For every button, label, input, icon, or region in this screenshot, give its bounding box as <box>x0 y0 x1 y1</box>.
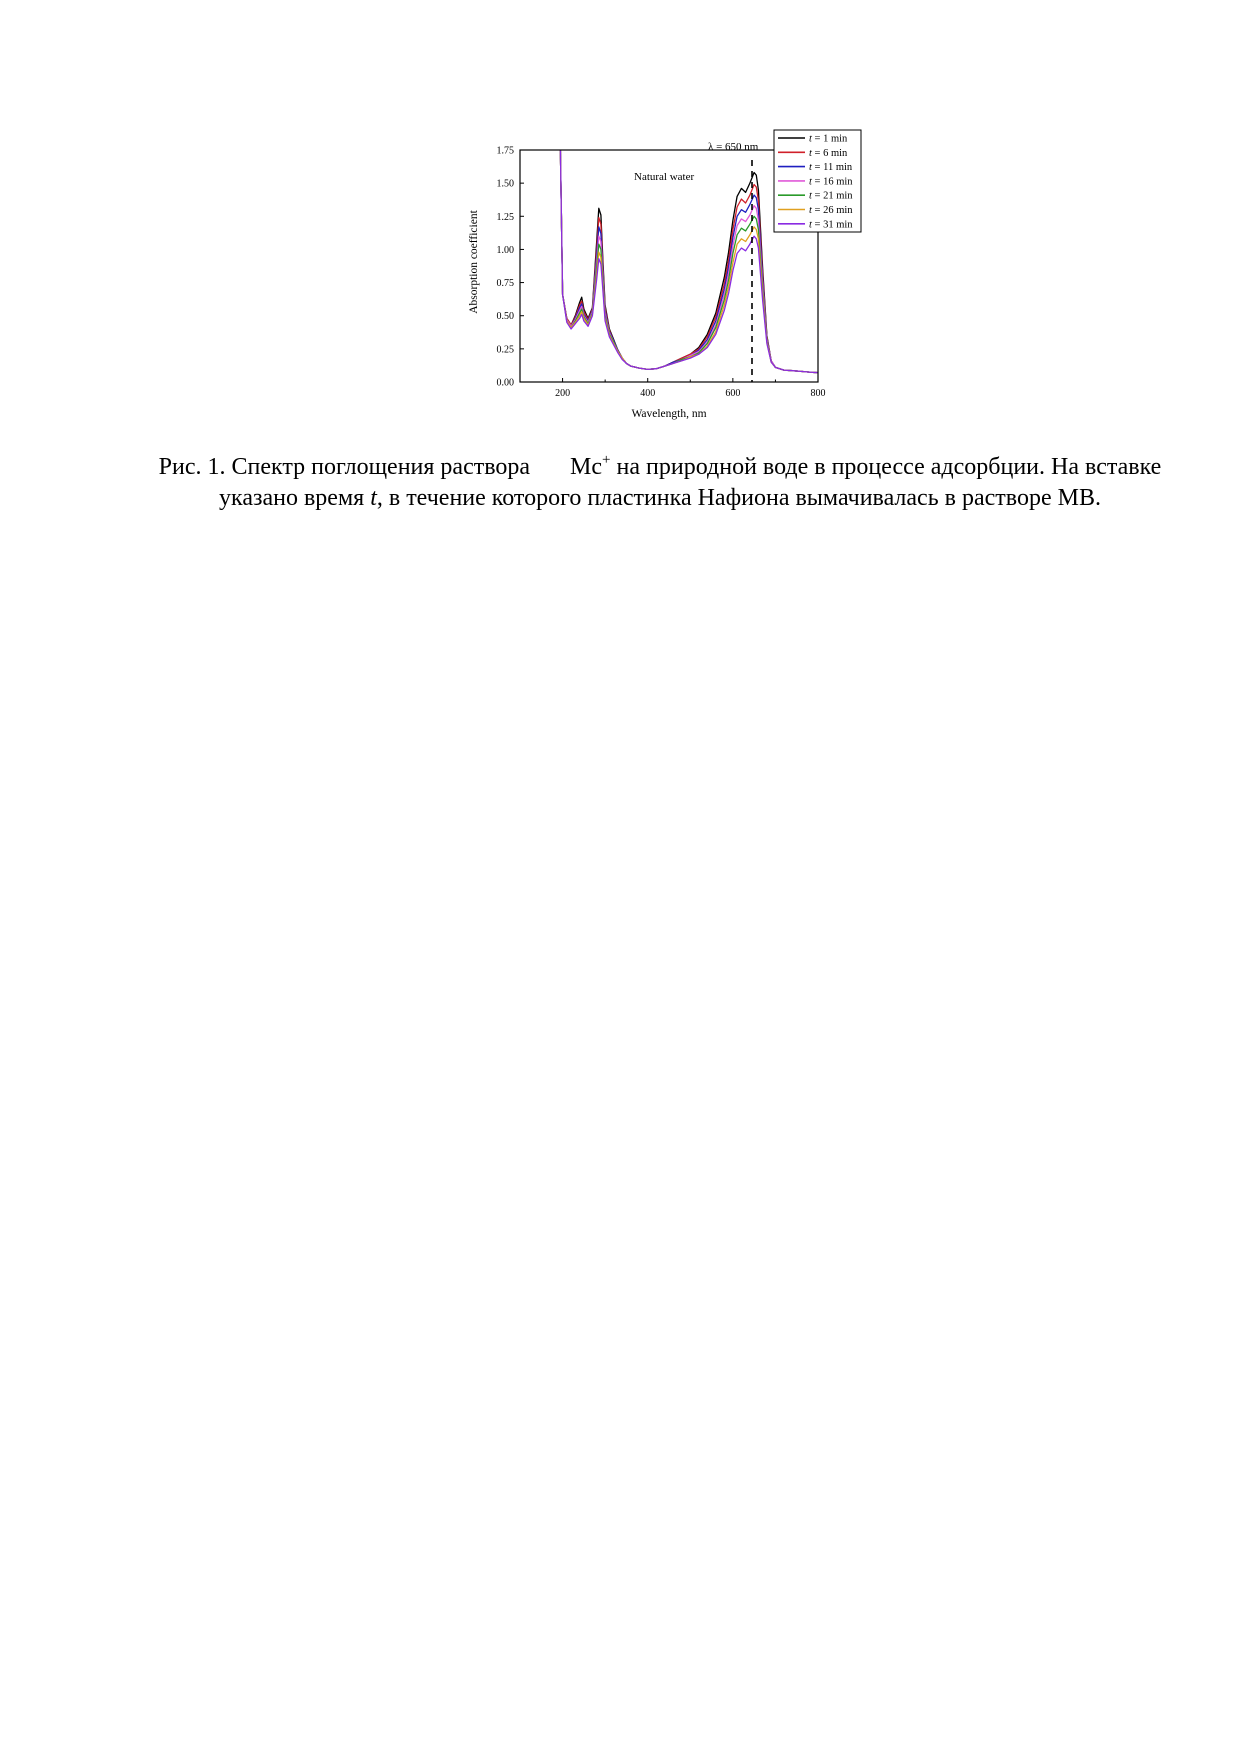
inset-label: Natural water <box>634 171 695 183</box>
absorption-spectrum-chart <box>0 0 1241 440</box>
caption-sup: + <box>602 452 611 468</box>
x-tick-label: 800 <box>810 388 826 399</box>
y-tick-label: 1.00 <box>496 244 514 256</box>
caption-part2: на природной воде в процессе адсорбции. На вставке указано время <box>219 454 1162 511</box>
plot-frame <box>520 150 818 382</box>
x-tick-label: 200 <box>555 388 571 399</box>
legend-label-1: t = 1 min <box>809 133 848 145</box>
y-tick-label: 0.75 <box>496 278 514 290</box>
figure-caption <box>150 452 1170 514</box>
y-tick-label: 1.25 <box>496 211 514 223</box>
legend-label-2: t = 6 min <box>809 147 848 159</box>
legend-label-4: t = 16 min <box>809 176 853 188</box>
y-tick-label: 0.00 <box>496 377 514 389</box>
legend-label-5: t = 21 min <box>809 190 853 202</box>
y-tick-label: 0.25 <box>496 344 514 356</box>
legend-label-3: t = 11 min <box>809 162 853 174</box>
caption-part1: Рис. 1. Спектр поглощения раствора <box>158 454 531 480</box>
x-axis-label: Wavelength, nm <box>631 408 707 420</box>
y-tick-label: 1.50 <box>496 178 514 190</box>
legend <box>774 130 861 232</box>
y-tick-label: 0.50 <box>496 311 514 323</box>
y-axis-label: Absorption coefficient <box>468 210 480 314</box>
caption-mc: Mc <box>570 454 603 480</box>
x-tick-label: 400 <box>640 388 656 399</box>
x-tick-label: 600 <box>725 388 741 399</box>
legend-label-6: t = 26 min <box>809 205 853 216</box>
marker-650nm-label: λ = 650 nm <box>708 141 759 153</box>
x-axis-ticks <box>555 378 825 399</box>
caption-part3: , в течение которого пластинка Нафиона вымачивалась в растворе MB. <box>376 485 1101 511</box>
y-tick-label: 1.75 <box>496 145 514 157</box>
legend-label-7: t = 31 min <box>809 219 853 231</box>
caption-t: t <box>370 485 377 511</box>
